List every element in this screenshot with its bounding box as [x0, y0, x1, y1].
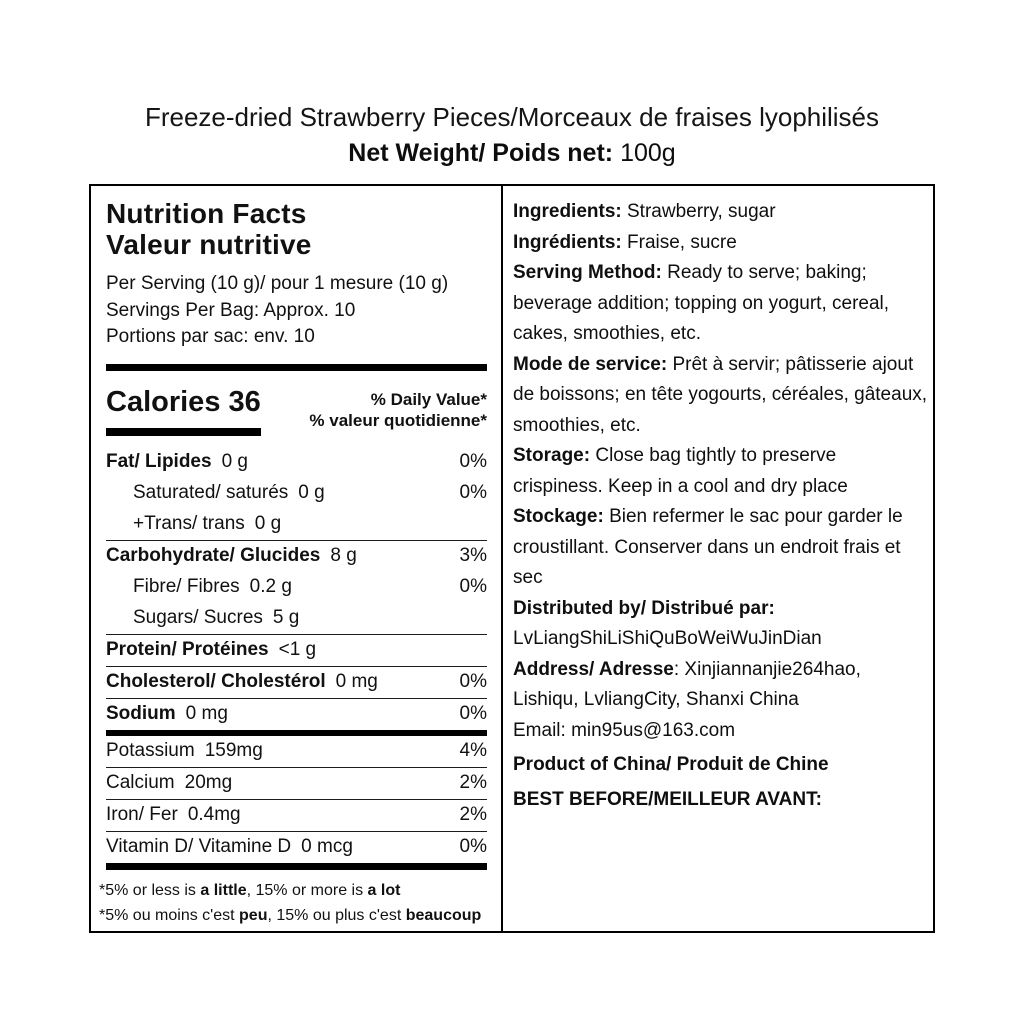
daily-value-header-en: % Daily Value*	[370, 389, 487, 409]
nutrient-daily-value-percent: 3%	[459, 544, 487, 566]
text-segment: : Xinjiannanjie264hao, Lishiqu, LvliangCity, Shanxi China	[513, 658, 861, 710]
nutrient-amount: 0 mcg	[301, 835, 353, 857]
nutrient-row	[106, 831, 487, 863]
text-segment: , 15% ou plus c'est	[267, 906, 406, 924]
bold-text-segment: Ingredients:	[513, 201, 622, 222]
header	[0, 0, 1024, 168]
daily-value-header	[309, 389, 487, 436]
nutrient-amount: 0.4mg	[187, 803, 241, 825]
nutrient-name: Cholesterol/ Cholestérol	[106, 670, 326, 692]
product-info-panel	[503, 186, 933, 931]
text-segment: Ready to serve; baking; beverage addition; topping on yogurt, cereal, cakes, smoothies, etc.	[513, 262, 890, 344]
serving-info	[106, 271, 487, 371]
nutrient-row	[106, 730, 487, 767]
nutrient-row	[106, 572, 487, 603]
calories-section	[106, 386, 487, 436]
nutrient-row	[106, 540, 487, 572]
text-segment: Fraise, sucre	[621, 231, 737, 253]
info-paragraph	[513, 594, 929, 625]
product-title: Freeze-dried Strawberry Pieces/Morceaux de fraises lyophilisés	[144, 102, 880, 132]
bold-text-segment: Storage:	[513, 445, 591, 466]
nutrient-row	[106, 509, 487, 540]
nutrition-facts-panel	[91, 186, 503, 931]
nutrient-amount: 8 g	[330, 544, 357, 566]
nutrition-facts-heading-en: Nutrition Facts	[106, 198, 307, 229]
nutrient-daily-value-percent: 0%	[459, 702, 487, 724]
bold-text-segment: Stockage:	[513, 506, 604, 527]
nutrient-daily-value-percent: 4%	[459, 739, 487, 761]
nutrient-row	[106, 634, 487, 666]
bold-text-segment: BEST BEFORE/MEILLEUR AVANT:	[513, 788, 822, 810]
daily-value-footnotes	[99, 870, 487, 928]
bold-text-segment: a little	[200, 881, 247, 899]
text-segment: *5% ou moins c'est	[99, 906, 240, 924]
nutrient-name: Carbohydrate/ Glucides	[106, 544, 321, 566]
bold-text-segment: Ingrédients:	[513, 231, 622, 253]
nutrient-amount: 0 mg	[185, 702, 228, 724]
bold-text-segment: Serving Method:	[513, 262, 662, 283]
nutrient-label-group	[133, 512, 281, 536]
nutrient-daily-value-percent: 0%	[459, 835, 487, 857]
nutrient-label-group	[133, 606, 299, 630]
info-paragraph	[513, 228, 929, 259]
nutrient-name: Saturated/ saturés	[133, 481, 289, 503]
nutrient-label-group	[106, 670, 378, 694]
bold-text-segment: Mode de service:	[513, 353, 668, 375]
per-serving-line: Per Serving (10 g)/ pour 1 mesure (10 g)	[106, 273, 449, 294]
nutrient-name: Vitamin D/ Vitamine D	[106, 835, 292, 857]
info-paragraph	[513, 624, 929, 655]
portions-par-sac-line: Portions par sac: env. 10	[106, 326, 315, 347]
nutrient-row	[106, 799, 487, 831]
nutrient-amount: 0 g	[221, 450, 248, 472]
nutrient-row	[106, 666, 487, 698]
bold-text-segment: peu	[239, 906, 268, 924]
bold-text-segment: a lot	[367, 881, 401, 899]
nutrient-label-group	[106, 702, 228, 726]
nutrient-daily-value-percent: 0%	[459, 670, 487, 692]
nutrient-label-group	[133, 575, 292, 599]
text-segment: LvLiangShiLiShiQuBoWeiWuJinDian	[513, 628, 822, 649]
net-weight-line	[0, 139, 1024, 168]
bold-text-segment: beaucoup	[405, 906, 482, 924]
calories-value: Calories 36	[106, 386, 261, 436]
info-paragraph	[513, 655, 929, 716]
net-weight-label: Net Weight/ Poids net:	[348, 139, 614, 167]
info-paragraph	[513, 441, 929, 502]
nutrient-label-group	[106, 638, 316, 662]
info-paragraph	[513, 197, 929, 228]
daily-value-header-fr: % valeur quotidienne*	[309, 411, 487, 430]
nutrient-daily-value-percent: 0%	[459, 575, 487, 597]
nutrient-amount: 0.2 g	[249, 575, 292, 597]
info-paragraph	[513, 750, 929, 781]
text-segment: *5% or less is	[99, 881, 201, 899]
nutrient-amount: 0 mg	[335, 670, 378, 692]
text-segment: Prêt à servir; pâtisserie ajout de boissons; en tête yogourts, céréales, gâteaux, smoothies, etc.	[513, 353, 928, 436]
label-box	[89, 184, 935, 933]
bold-text-segment: Distributed by/ Distribué par:	[513, 597, 775, 619]
text-segment: Email: min95us@163.com	[513, 719, 736, 741]
nutrient-label-group	[106, 803, 241, 827]
text-segment: , 15% or more is	[246, 881, 368, 899]
net-weight-value: 100g	[613, 139, 676, 167]
nutrient-name: Potassium	[106, 739, 195, 761]
nutrient-name: Iron/ Fer	[106, 803, 178, 825]
nutrient-label-group	[106, 739, 263, 763]
nutrient-row	[106, 478, 487, 509]
info-paragraph	[513, 258, 929, 350]
nutrient-label-group	[106, 771, 232, 795]
nutrient-row	[106, 447, 487, 478]
nutrient-name: Fibre/ Fibres	[133, 575, 240, 597]
footnote-line	[99, 903, 487, 928]
nutrient-amount: <1 g	[278, 638, 317, 660]
nutrient-amount: 5 g	[272, 606, 300, 628]
nutrient-name: Fat/ Lipides	[106, 450, 212, 472]
nutrient-amount: 20mg	[184, 771, 233, 793]
nutrient-row	[106, 767, 487, 799]
nutrient-name: Protein/ Protéines	[106, 638, 269, 660]
nutrient-name: Sodium	[106, 702, 176, 724]
nutrient-daily-value-percent: 0%	[459, 450, 487, 472]
nutrient-amount: 0 g	[298, 481, 325, 503]
bold-text-segment: Product of China/ Produit de Chine	[513, 754, 829, 775]
nutrition-facts-heading-fr: Valeur nutritive	[106, 229, 312, 260]
nutrient-row	[106, 698, 487, 730]
nutrient-daily-value-percent: 2%	[459, 771, 487, 793]
nutrient-daily-value-percent: 2%	[459, 803, 487, 825]
nutrient-label-group	[106, 835, 353, 859]
nutrient-label-group	[133, 481, 325, 505]
nutrient-row	[106, 603, 487, 634]
bold-text-segment: Address/ Adresse	[513, 658, 674, 680]
text-segment: Strawberry, sugar	[621, 201, 776, 222]
nutrient-label-group	[106, 450, 248, 474]
info-paragraph	[513, 350, 929, 442]
text-segment: Close bag tightly to preserve crispiness. Keep in a cool and dry place	[513, 445, 848, 497]
footnote-line	[99, 878, 487, 903]
nutrient-amount: 159mg	[204, 739, 263, 761]
nutrient-name: Calcium	[106, 771, 175, 793]
servings-per-bag-line: Servings Per Bag: Approx. 10	[106, 299, 356, 321]
nutrient-daily-value-percent: 0%	[459, 481, 487, 503]
nutrient-name: +Trans/ trans	[133, 512, 245, 534]
info-paragraph	[513, 716, 929, 747]
nutrient-label-group	[106, 544, 357, 568]
nutrient-name: Sugars/ Sucres	[133, 606, 263, 628]
info-paragraph	[513, 785, 929, 816]
nutrient-amount: 0 g	[254, 512, 282, 534]
info-paragraph	[513, 502, 929, 594]
text-segment: Bien refermer le sac pour garder le croustillant. Conserver dans un endroit frais et sec	[513, 506, 903, 588]
nutrient-rows	[106, 447, 487, 870]
